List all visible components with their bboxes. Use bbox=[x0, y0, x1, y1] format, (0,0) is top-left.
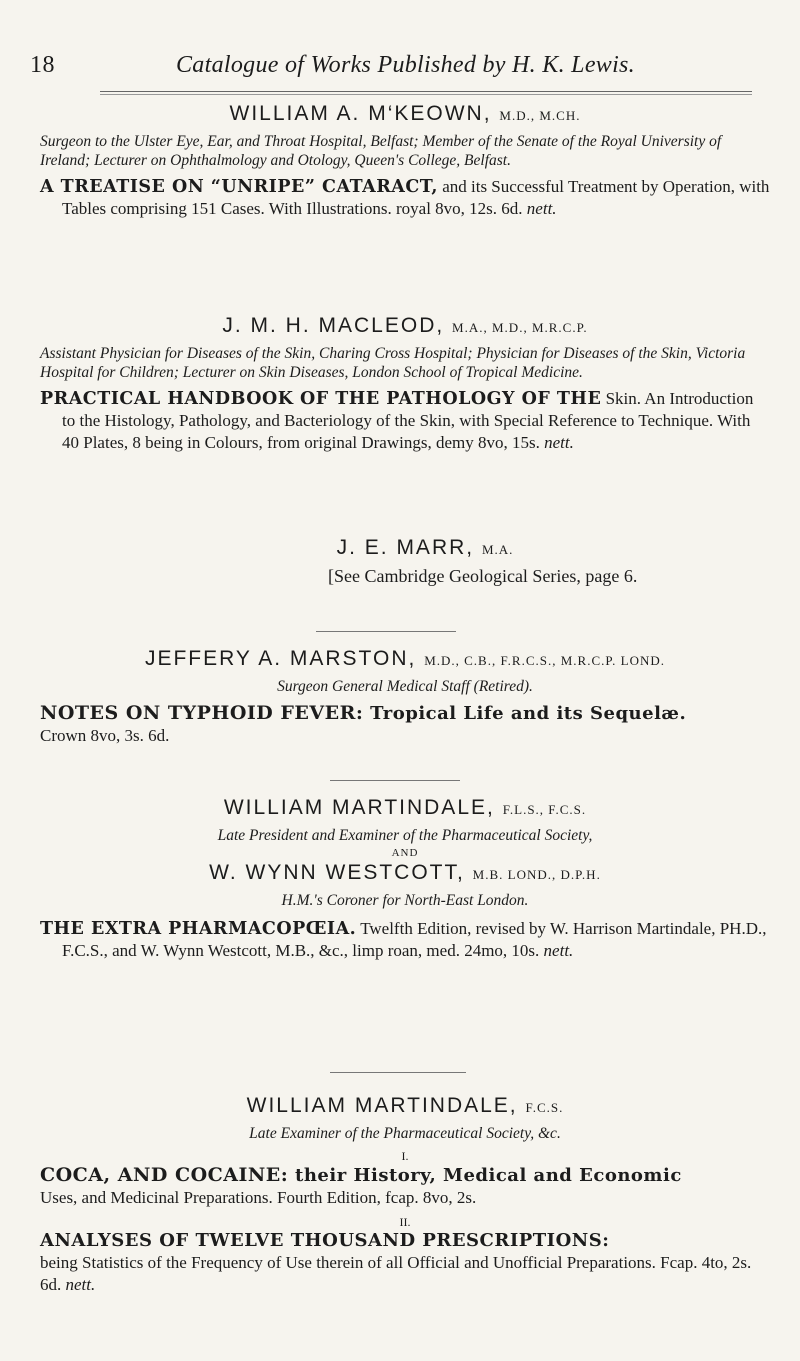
book-heading bbox=[40, 1230, 770, 1252]
book-subtitle: their History, Medical and Economic bbox=[288, 1165, 682, 1186]
book-details: Uses, and Medicinal Preparations. Fourth Edition, fcap. 8vo, 2s. bbox=[40, 1188, 477, 1207]
work-numeral: I. bbox=[401, 1149, 409, 1163]
entry-marston bbox=[40, 647, 770, 747]
book-title: THE EXTRA PHARMACOPŒIA. bbox=[40, 919, 357, 939]
section-divider bbox=[330, 1072, 466, 1073]
book-heading bbox=[40, 702, 770, 725]
author-description: Surgeon General Medical Staff (Retired). bbox=[277, 678, 533, 695]
book-title: NOTES ON TYPHOID FEVER: bbox=[40, 702, 364, 724]
section-divider bbox=[316, 631, 456, 632]
running-title: Catalogue of Works Published by H. K. Lewis. bbox=[176, 52, 635, 78]
author-name: J. E. MARR, M.A. bbox=[336, 536, 514, 559]
book-details: and its Successful Treatment by Operation, with Tables comprising 151 Cases. With Illustrations. royal 8vo, 12s. 6d. bbox=[62, 177, 770, 218]
entry-marr bbox=[40, 536, 770, 587]
book-details: Skin. An Introduction to the Histology, Pathology, and Bacteriology of the Skin, with Special Reference to Technique. With 40 Plates, 8 being in Colours, from original Drawings, demy 8vo, 15s. bbox=[62, 389, 754, 452]
coauthor-name: W. WYNN WESTCOTT, M.B. LOND., D.P.H. bbox=[209, 861, 601, 884]
author-name: WILLIAM MARTINDALE, F.C.S. bbox=[246, 1094, 564, 1117]
author-name: J. M. H. MACLEOD, M.A., M.D., M.R.C.P. bbox=[222, 314, 588, 337]
book-details: Crown 8vo, 3s. 6d. bbox=[40, 726, 170, 745]
book-title: A TREATISE ON “UNRIPE” CATARACT, bbox=[40, 177, 438, 197]
coauthor-degrees: M.B. LOND., D.P.H. bbox=[472, 867, 601, 882]
author-description: Late Examiner of the Pharmaceutical Society, &c. bbox=[249, 1125, 561, 1142]
author-degrees: M.A., M.D., M.R.C.P. bbox=[452, 320, 588, 335]
book-listing bbox=[40, 918, 770, 962]
book-heading bbox=[40, 1164, 770, 1187]
author-degrees: M.D., C.B., F.R.C.S., M.R.C.P. LOND. bbox=[424, 653, 666, 668]
page-header bbox=[0, 52, 800, 86]
header-rule-secondary bbox=[100, 94, 752, 95]
author-degrees: F.L.S., F.C.S. bbox=[502, 802, 587, 817]
price-note: nett. bbox=[544, 433, 574, 452]
see-also-reference: [See Cambridge Geological Series, page 6. bbox=[328, 566, 638, 586]
price-note: nett. bbox=[543, 941, 574, 960]
and-conjunction: AND bbox=[391, 847, 419, 859]
work-numeral: II. bbox=[399, 1215, 411, 1229]
entry-martindale bbox=[40, 1094, 770, 1296]
book-subtitle: Tropical Life and its Sequelæ. bbox=[363, 703, 687, 724]
book-title: ANALYSES OF TWELVE THOUSAND PRESCRIPTIONS: bbox=[40, 1230, 610, 1251]
entry-martindale-westcott bbox=[40, 796, 770, 962]
book-title: PRACTICAL HANDBOOK OF THE PATHOLOGY OF THE bbox=[40, 389, 602, 409]
coauthor-description: H.M.'s Coroner for North-East London. bbox=[281, 892, 529, 909]
book-details: being Statistics of the Frequency of Use therein of all Official and Unofficial Preparations. Fcap. 4to, 2s. 6d. bbox=[40, 1253, 752, 1294]
author-description: Late President and Examiner of the Pharmaceutical Society, bbox=[217, 827, 593, 844]
author-degrees: M.D., M.CH. bbox=[499, 108, 581, 123]
author-degrees: F.C.S. bbox=[525, 1100, 564, 1115]
book-details: Twelfth Edition, revised by W. Harrison Martindale, PH.D., F.C.S., and W. Wynn Westcott, M.B., &c., limp roan, med. 24mo, 10s. bbox=[62, 919, 767, 960]
author-degrees: M.A. bbox=[481, 542, 514, 557]
author-description: Surgeon to the Ulster Eye, Ear, and Throat Hospital, Belfast; Member of the Senate of the Royal University of Ireland; Lecturer on Ophthalmology and Otology, Queen's College, Belfast. bbox=[40, 133, 722, 169]
book-title: COCA, AND COCAINE: bbox=[40, 1164, 289, 1186]
author-name: JEFFERY A. MARSTON, M.D., C.B., F.R.C.S., M.R.C.P. LOND. bbox=[144, 647, 666, 670]
author-name: WILLIAM A. M‘KEOWN, M.D., M.CH. bbox=[229, 102, 581, 125]
author-description: Assistant Physician for Diseases of the Skin, Charing Cross Hospital; Physician for Diseases of the Skin, Victoria Hospital for Children; Lecturer on Skin Diseases, London School of Tropical Medicine. bbox=[40, 345, 746, 381]
entry-macleod bbox=[40, 314, 770, 454]
author-name: WILLIAM MARTINDALE, F.L.S., F.C.S. bbox=[223, 796, 587, 819]
header-rule bbox=[100, 91, 752, 92]
book-listing bbox=[40, 1252, 770, 1296]
price-note: nett. bbox=[526, 199, 557, 218]
price-note: nett. bbox=[65, 1275, 96, 1294]
book-listing bbox=[40, 176, 770, 220]
book-listing bbox=[40, 388, 770, 454]
entry-mkeown bbox=[40, 102, 770, 220]
section-divider bbox=[330, 780, 460, 781]
page-number: 18 bbox=[30, 52, 55, 78]
